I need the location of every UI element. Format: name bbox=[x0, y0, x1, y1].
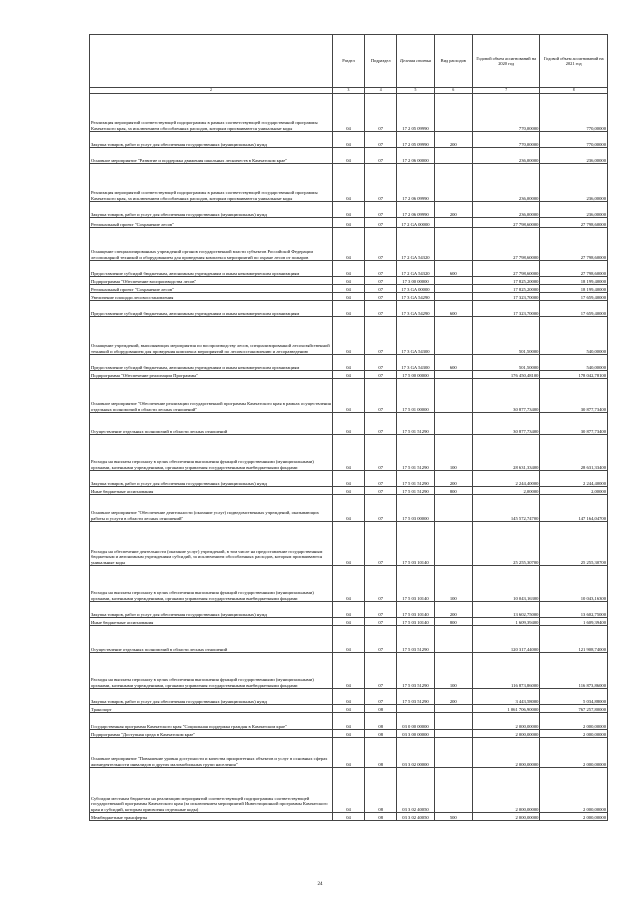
cell-section: 04 bbox=[332, 435, 364, 471]
cell-name: Предоставление субсидий бюджетным, автономным учреждениям и иным некоммерческим организациям bbox=[90, 301, 333, 317]
cell-y2021: 178 042,78100 bbox=[540, 371, 608, 379]
cell-y2020: 17 825,20000 bbox=[472, 285, 540, 293]
cell-target: 17 5 03 10140 bbox=[397, 618, 434, 626]
cell-subsection: 07 bbox=[365, 566, 397, 602]
cell-target: 17 2 06 00000 bbox=[397, 148, 434, 164]
cell-target: 17 5 01 51290 bbox=[397, 487, 434, 495]
cell-exp-type bbox=[434, 705, 472, 713]
cell-exp-type bbox=[434, 379, 472, 413]
cell-exp-type bbox=[434, 413, 472, 435]
cell-y2021: 30 877,73400 bbox=[540, 413, 608, 435]
cell-section: 04 bbox=[332, 471, 364, 487]
table-row bbox=[90, 413, 608, 435]
table-row bbox=[90, 317, 608, 355]
table-row bbox=[90, 730, 608, 738]
cell-target: 03 3 02 40050 bbox=[397, 813, 434, 821]
cell-target: 17 5 00 00000 bbox=[397, 371, 434, 379]
cell-exp-type: 600 bbox=[434, 261, 472, 277]
cell-subsection: 07 bbox=[365, 626, 397, 653]
table-row bbox=[90, 566, 608, 602]
cell-y2021: 25 255,30700 bbox=[540, 522, 608, 566]
cell-y2020: 13 602,75000 bbox=[472, 602, 540, 618]
cell-y2020: 770,00000 bbox=[472, 94, 540, 132]
cell-y2020: 145 572,74700 bbox=[472, 495, 540, 522]
cell-section: 04 bbox=[332, 132, 364, 148]
cell-target: 17 5 03 10140 bbox=[397, 566, 434, 602]
cell-subsection: 07 bbox=[365, 261, 397, 277]
cell-y2021: 2 000,00000 bbox=[540, 768, 608, 813]
cell-section: 04 bbox=[332, 293, 364, 301]
cell-name: Закупка товаров, работ и услуг для обеспечения государственных (муниципальных) нужд bbox=[90, 202, 333, 218]
table-row bbox=[90, 768, 608, 813]
cell-name: Подпрограмма "Обеспечение воспроизводства лесов" bbox=[90, 277, 333, 285]
cell-section: 04 bbox=[332, 218, 364, 228]
cell-section: 04 bbox=[332, 301, 364, 317]
header-y2021: Годовой объем ассигнований на 2021 год bbox=[540, 35, 608, 88]
cell-section: 04 bbox=[332, 148, 364, 164]
cell-subsection: 07 bbox=[365, 301, 397, 317]
cell-section: 04 bbox=[332, 285, 364, 293]
cell-y2021: 236,00000 bbox=[540, 148, 608, 164]
cell-y2021: 27 798,60000 bbox=[540, 218, 608, 228]
cell-y2020: 27 798,60000 bbox=[472, 261, 540, 277]
table-row bbox=[90, 626, 608, 653]
cell-exp-type: 800 bbox=[434, 618, 472, 626]
cell-section: 04 bbox=[332, 228, 364, 261]
cell-section: 04 bbox=[332, 371, 364, 379]
col-number: 7 bbox=[472, 88, 540, 94]
cell-name: Реализация мероприятий соответствующей подпрограммы в рамках соответствующей государственной программы Камчатского края, за исключением обособленных расходов, которым присваиваются уникальные коды bbox=[90, 164, 333, 202]
cell-name: Субсидии местным бюджетам на реализацию мероприятий соответствующей подпрограммы соответствующей государственной программы Камчатского края (за исключением мероприятий Инвестиционной программы Камчатского края и субсидий, которым присвоены отдельные коды) bbox=[90, 768, 333, 813]
cell-exp-type bbox=[434, 228, 472, 261]
cell-target: 17 3 GA 54300 bbox=[397, 317, 434, 355]
cell-target: 17 2 05 09990 bbox=[397, 94, 434, 132]
cell-subsection: 07 bbox=[365, 228, 397, 261]
cell-name: Иные бюджетные ассигнования bbox=[90, 618, 333, 626]
cell-exp-type bbox=[434, 317, 472, 355]
cell-exp-type bbox=[434, 626, 472, 653]
cell-y2021: 2 000,00000 bbox=[540, 713, 608, 730]
cell-y2021: 30 877,73400 bbox=[540, 379, 608, 413]
cell-y2021: 121 908,74000 bbox=[540, 626, 608, 653]
cell-target: 17 3 GA 54290 bbox=[397, 293, 434, 301]
cell-name: Региональный проект "Сохранение лесов" bbox=[90, 285, 333, 293]
table-row bbox=[90, 471, 608, 487]
cell-y2021: 2 244,40000 bbox=[540, 471, 608, 487]
cell-target: 17 5 03 10140 bbox=[397, 522, 434, 566]
cell-section: 04 bbox=[332, 566, 364, 602]
cell-exp-type: 100 bbox=[434, 435, 472, 471]
cell-subsection: 08 bbox=[365, 813, 397, 821]
table-row bbox=[90, 379, 608, 413]
cell-exp-type bbox=[434, 94, 472, 132]
table-row bbox=[90, 713, 608, 730]
cell-subsection: 07 bbox=[365, 495, 397, 522]
cell-name: Закупка товаров, работ и услуг для обеспечения государственных (муниципальных) нужд bbox=[90, 602, 333, 618]
cell-subsection: 07 bbox=[365, 379, 397, 413]
cell-y2021: 10 043,16300 bbox=[540, 566, 608, 602]
col-number: 4 bbox=[365, 88, 397, 94]
page-number: 24 bbox=[317, 882, 323, 887]
cell-subsection: 07 bbox=[365, 285, 397, 293]
cell-y2020: 2 000,00000 bbox=[472, 813, 540, 821]
cell-y2020: 2 000,00000 bbox=[472, 730, 540, 738]
cell-y2020: 1 061 706,90000 bbox=[472, 705, 540, 713]
cell-subsection: 07 bbox=[365, 355, 397, 371]
cell-exp-type: 200 bbox=[434, 202, 472, 218]
cell-y2021: 18 199,40000 bbox=[540, 277, 608, 285]
cell-target: 17 5 03 51290 bbox=[397, 653, 434, 689]
cell-name: Подпрограмма "Доступная среда в Камчатском крае" bbox=[90, 730, 333, 738]
cell-subsection: 07 bbox=[365, 522, 397, 566]
cell-exp-type bbox=[434, 730, 472, 738]
cell-subsection: 07 bbox=[365, 471, 397, 487]
cell-exp-type bbox=[434, 148, 472, 164]
cell-y2020: 236,00000 bbox=[472, 148, 540, 164]
cell-name: Основное мероприятие "Обеспечение деятельности (оказание услуг) подведомственных учреждений, оказывающих работы и услуги в области лесных отношений" bbox=[90, 495, 333, 522]
table-row bbox=[90, 301, 608, 317]
table-row bbox=[90, 653, 608, 689]
table-row bbox=[90, 202, 608, 218]
cell-name: Расходы на обеспечение деятельности (оказание услуг) учреждений, в том числе на предоставление государственным бюджетным и автономным учреждениям субсидий, за исключением обособленных расходов, которым присваиваются уникальные коды bbox=[90, 522, 333, 566]
table-row bbox=[90, 602, 608, 618]
cell-subsection: 08 bbox=[365, 730, 397, 738]
cell-subsection: 07 bbox=[365, 371, 397, 379]
cell-target: 03 3 02 00000 bbox=[397, 738, 434, 768]
cell-subsection: 07 bbox=[365, 277, 397, 285]
cell-y2021: 2 000,00000 bbox=[540, 738, 608, 768]
cell-exp-type: 200 bbox=[434, 602, 472, 618]
cell-y2021: 770,00000 bbox=[540, 132, 608, 148]
cell-section: 04 bbox=[332, 813, 364, 821]
table-row bbox=[90, 813, 608, 821]
cell-exp-type bbox=[434, 218, 472, 228]
cell-y2021: 1 609,39400 bbox=[540, 618, 608, 626]
cell-exp-type: 500 bbox=[434, 813, 472, 821]
cell-subsection: 07 bbox=[365, 202, 397, 218]
cell-subsection: 07 bbox=[365, 218, 397, 228]
cell-name: Государственная программа Камчатского края "Социальная поддержка граждан в Камчатском крае" bbox=[90, 713, 333, 730]
table-row bbox=[90, 705, 608, 713]
cell-subsection: 07 bbox=[365, 164, 397, 202]
cell-target: 17 2 06 09990 bbox=[397, 164, 434, 202]
cell-exp-type: 800 bbox=[434, 487, 472, 495]
cell-target: 03 3 02 40050 bbox=[397, 768, 434, 813]
cell-y2021: 17 659,40000 bbox=[540, 301, 608, 317]
cell-y2021: 147 164,04700 bbox=[540, 495, 608, 522]
cell-name: Расходы на выплаты персоналу в целях обеспечения выполнения функций государственными (муниципальными) органами, казенными учреждениями, органами управления государственными внебюджетными фондами bbox=[90, 566, 333, 602]
header-row bbox=[90, 35, 608, 88]
cell-exp-type bbox=[434, 164, 472, 202]
cell-y2021: 13 602,75000 bbox=[540, 602, 608, 618]
cell-name: Подпрограмма "Обеспечение реализации Программы" bbox=[90, 371, 333, 379]
cell-y2020: 17 825,20000 bbox=[472, 277, 540, 285]
cell-y2020: 2 244,40000 bbox=[472, 471, 540, 487]
cell-exp-type bbox=[434, 495, 472, 522]
cell-section: 04 bbox=[332, 705, 364, 713]
cell-target: 17 3 00 00000 bbox=[397, 277, 434, 285]
col-number: 8 bbox=[540, 88, 608, 94]
cell-y2020: 236,00000 bbox=[472, 202, 540, 218]
cell-y2021: 540,00000 bbox=[540, 317, 608, 355]
cell-subsection: 07 bbox=[365, 618, 397, 626]
table-body bbox=[90, 94, 608, 821]
cell-y2021: 770,00000 bbox=[540, 94, 608, 132]
col-number: 3 bbox=[332, 88, 364, 94]
cell-exp-type bbox=[434, 371, 472, 379]
cell-target: 17 5 03 51290 bbox=[397, 626, 434, 653]
table-row bbox=[90, 522, 608, 566]
cell-section: 04 bbox=[332, 768, 364, 813]
cell-y2020: 501,50000 bbox=[472, 317, 540, 355]
cell-y2020: 10 043,16300 bbox=[472, 566, 540, 602]
cell-y2020: 30 877,73400 bbox=[472, 413, 540, 435]
cell-y2021: 28 631,33400 bbox=[540, 435, 608, 471]
cell-name: Расходы на выплаты персоналу в целях обеспечения выполнения функций государственными (муниципальными) органами, казенными учреждениями, органами управления государственными внебюджетными фондами bbox=[90, 653, 333, 689]
cell-y2020: 120 317,44000 bbox=[472, 626, 540, 653]
cell-exp-type bbox=[434, 293, 472, 301]
cell-target: 17 5 01 00000 bbox=[397, 379, 434, 413]
header-section: Раздел bbox=[332, 35, 364, 88]
cell-y2020: 2,00000 bbox=[472, 487, 540, 495]
cell-subsection: 07 bbox=[365, 602, 397, 618]
cell-y2020: 770,00000 bbox=[472, 132, 540, 148]
cell-exp-type: 200 bbox=[434, 471, 472, 487]
cell-y2021: 18 199,40000 bbox=[540, 285, 608, 293]
cell-y2021: 2,00000 bbox=[540, 487, 608, 495]
cell-y2021: 2 000,00000 bbox=[540, 730, 608, 738]
cell-section: 04 bbox=[332, 413, 364, 435]
cell-name: Увеличение площади лесовосстановления bbox=[90, 293, 333, 301]
cell-y2020: 3 443,58000 bbox=[472, 689, 540, 705]
cell-exp-type bbox=[434, 768, 472, 813]
cell-name: Основное мероприятие "Повышение уровня доступности и качества приоритетных объектов и услуг в основных сферах жизнедеятельности инвалидов и других маломобильных групп населения" bbox=[90, 738, 333, 768]
cell-name: Региональный проект "Сохранение лесов" bbox=[90, 218, 333, 228]
cell-section: 04 bbox=[332, 355, 364, 371]
cell-y2020: 116 873,86000 bbox=[472, 653, 540, 689]
table-row bbox=[90, 371, 608, 379]
cell-section: 04 bbox=[332, 164, 364, 202]
cell-section: 04 bbox=[332, 379, 364, 413]
cell-y2021: 767 257,80000 bbox=[540, 705, 608, 713]
cell-target bbox=[397, 705, 434, 713]
cell-section: 04 bbox=[332, 730, 364, 738]
cell-subsection: 07 bbox=[365, 435, 397, 471]
cell-section: 04 bbox=[332, 653, 364, 689]
cell-target: 17 5 01 51290 bbox=[397, 471, 434, 487]
cell-name: Закупка товаров, работ и услуг для обеспечения государственных (муниципальных) нужд bbox=[90, 132, 333, 148]
header-subsection: Подраздел bbox=[365, 35, 397, 88]
cell-exp-type: 100 bbox=[434, 653, 472, 689]
table-row bbox=[90, 132, 608, 148]
header-target: Целевая статья bbox=[397, 35, 434, 88]
cell-exp-type bbox=[434, 277, 472, 285]
cell-subsection: 07 bbox=[365, 413, 397, 435]
cell-target: 17 5 01 51290 bbox=[397, 435, 434, 471]
cell-y2020: 27 798,60000 bbox=[472, 228, 540, 261]
table-row bbox=[90, 148, 608, 164]
cell-y2020: 27 798,60000 bbox=[472, 218, 540, 228]
cell-subsection: 08 bbox=[365, 705, 397, 713]
table-row bbox=[90, 228, 608, 261]
cell-section: 04 bbox=[332, 495, 364, 522]
table-row bbox=[90, 435, 608, 471]
table-row bbox=[90, 355, 608, 371]
cell-subsection: 07 bbox=[365, 487, 397, 495]
table-row bbox=[90, 689, 608, 705]
header-exp-type: Вид расходов bbox=[434, 35, 472, 88]
cell-name: Иные бюджетные ассигнования bbox=[90, 487, 333, 495]
cell-subsection: 08 bbox=[365, 713, 397, 730]
cell-y2020: 1 609,39400 bbox=[472, 618, 540, 626]
col-number: 6 bbox=[434, 88, 472, 94]
cell-y2020: 28 631,33400 bbox=[472, 435, 540, 471]
cell-exp-type: 200 bbox=[434, 689, 472, 705]
cell-y2020: 176 450,48100 bbox=[472, 371, 540, 379]
cell-target: 17 5 03 10140 bbox=[397, 602, 434, 618]
cell-y2020: 2 000,00000 bbox=[472, 768, 540, 813]
cell-target: 17 5 03 00000 bbox=[397, 495, 434, 522]
cell-section: 04 bbox=[332, 618, 364, 626]
table-row bbox=[90, 94, 608, 132]
cell-y2020: 236,00000 bbox=[472, 164, 540, 202]
cell-y2021: 27 798,60000 bbox=[540, 228, 608, 261]
cell-section: 04 bbox=[332, 689, 364, 705]
cell-exp-type bbox=[434, 522, 472, 566]
table-row bbox=[90, 277, 608, 285]
cell-name: Транспорт bbox=[90, 705, 333, 713]
cell-name: Межбюджетные трансферты bbox=[90, 813, 333, 821]
table-row bbox=[90, 285, 608, 293]
cell-y2020: 2 000,00000 bbox=[472, 713, 540, 730]
cell-y2021: 116 873,86000 bbox=[540, 653, 608, 689]
cell-section: 04 bbox=[332, 713, 364, 730]
cell-subsection: 07 bbox=[365, 293, 397, 301]
cell-section: 04 bbox=[332, 202, 364, 218]
cell-section: 04 bbox=[332, 487, 364, 495]
cell-name: Осуществление отдельных полномочий в области лесных отношений bbox=[90, 413, 333, 435]
cell-section: 04 bbox=[332, 602, 364, 618]
cell-subsection: 08 bbox=[365, 738, 397, 768]
cell-y2021: 17 659,40000 bbox=[540, 293, 608, 301]
cell-name: Основное мероприятие "Обеспечение реализации государственной программы Камчатского края в рамках осуществления отдельных полномочий в области лесных отношений" bbox=[90, 379, 333, 413]
cell-target: 17 5 01 51290 bbox=[397, 413, 434, 435]
cell-y2021: 236,00000 bbox=[540, 202, 608, 218]
cell-name: Реализация мероприятий соответствующей подпрограммы в рамках соответствующей государственной программы Камчатского края, за исключением обособленных расходов, которым присваиваются уникальные коды bbox=[90, 94, 333, 132]
cell-subsection: 08 bbox=[365, 768, 397, 813]
cell-section: 04 bbox=[332, 277, 364, 285]
cell-name: Закупка товаров, работ и услуг для обеспечения государственных (муниципальных) нужд bbox=[90, 689, 333, 705]
cell-exp-type: 600 bbox=[434, 301, 472, 317]
budget-table bbox=[89, 34, 608, 821]
cell-name: Основное мероприятие "Развитие и поддержка движения школьных лесничеств в Камчатском крае" bbox=[90, 148, 333, 164]
cell-name: Предоставление субсидий бюджетным, автономным учреждениям и иным некоммерческим организациям bbox=[90, 261, 333, 277]
cell-y2020: 17 323,70000 bbox=[472, 301, 540, 317]
cell-target: 17 2 05 09990 bbox=[397, 132, 434, 148]
table-row bbox=[90, 487, 608, 495]
cell-subsection: 07 bbox=[365, 653, 397, 689]
cell-exp-type bbox=[434, 285, 472, 293]
cell-target: 17 2 GA 54320 bbox=[397, 228, 434, 261]
cell-subsection: 07 bbox=[365, 317, 397, 355]
table-row bbox=[90, 164, 608, 202]
header-name bbox=[90, 35, 333, 88]
table-row bbox=[90, 293, 608, 301]
table-row bbox=[90, 618, 608, 626]
cell-target: 17 3 GA 54290 bbox=[397, 301, 434, 317]
cell-target: 17 5 03 51290 bbox=[397, 689, 434, 705]
cell-exp-type: 100 bbox=[434, 566, 472, 602]
cell-y2020: 17 323,70000 bbox=[472, 293, 540, 301]
cell-y2021: 5 034,88000 bbox=[540, 689, 608, 705]
cell-subsection: 07 bbox=[365, 148, 397, 164]
col-number: 2 bbox=[90, 88, 333, 94]
col-number: 5 bbox=[397, 88, 434, 94]
cell-name: Оснащение специализированных учреждений органов государственной власти субъектов Российской Федерации лесопожарной техникой и оборудованием для проведения комплекса мероприятий по охране лесов от пожаров bbox=[90, 228, 333, 261]
cell-subsection: 07 bbox=[365, 689, 397, 705]
cell-section: 04 bbox=[332, 738, 364, 768]
cell-y2020: 501,50000 bbox=[472, 355, 540, 371]
cell-name: Оснащение учреждений, выполняющих мероприятия по воспроизводству лесов, специализированной лесохозяйственной техникой и оборудованием для проведения комплекса мероприятий по лесовосстановлению и лесоразведению bbox=[90, 317, 333, 355]
header-y2020: Годовой объем ассигнований на 2020 год bbox=[472, 35, 540, 88]
table-row bbox=[90, 218, 608, 228]
cell-section: 04 bbox=[332, 317, 364, 355]
cell-name: Предоставление субсидий бюджетным, автономным учреждениям и иным некоммерческим организациям bbox=[90, 355, 333, 371]
cell-subsection: 07 bbox=[365, 94, 397, 132]
cell-target: 03 3 00 00000 bbox=[397, 730, 434, 738]
cell-exp-type: 200 bbox=[434, 132, 472, 148]
cell-target: 17 3 GA 00000 bbox=[397, 285, 434, 293]
cell-target: 17 2 GA 54320 bbox=[397, 261, 434, 277]
cell-y2020: 2 000,00000 bbox=[472, 738, 540, 768]
cell-target: 17 2 GA 00000 bbox=[397, 218, 434, 228]
cell-section: 04 bbox=[332, 94, 364, 132]
table-row bbox=[90, 261, 608, 277]
cell-section: 04 bbox=[332, 261, 364, 277]
cell-y2020: 25 255,30700 bbox=[472, 522, 540, 566]
cell-name: Расходы на выплаты персоналу в целях обеспечения выполнения функций государственными (муниципальными) органами, казенными учреждениями, органами управления государственными внебюджетными фондами bbox=[90, 435, 333, 471]
cell-target: 17 3 GA 54300 bbox=[397, 355, 434, 371]
cell-section: 04 bbox=[332, 626, 364, 653]
cell-y2021: 236,00000 bbox=[540, 164, 608, 202]
cell-y2021: 2 000,00000 bbox=[540, 813, 608, 821]
table-row bbox=[90, 495, 608, 522]
cell-target: 17 2 06 09990 bbox=[397, 202, 434, 218]
cell-y2020: 30 877,73400 bbox=[472, 379, 540, 413]
cell-name: Осуществление отдельных полномочий в области лесных отношений bbox=[90, 626, 333, 653]
table-row bbox=[90, 738, 608, 768]
cell-name: Закупка товаров, работ и услуг для обеспечения государственных (муниципальных) нужд bbox=[90, 471, 333, 487]
cell-exp-type bbox=[434, 713, 472, 730]
cell-y2021: 540,00000 bbox=[540, 355, 608, 371]
cell-section: 04 bbox=[332, 522, 364, 566]
cell-exp-type bbox=[434, 738, 472, 768]
cell-target: 03 0 00 00000 bbox=[397, 713, 434, 730]
cell-exp-type: 600 bbox=[434, 355, 472, 371]
cell-subsection: 07 bbox=[365, 132, 397, 148]
cell-y2021: 27 798,60000 bbox=[540, 261, 608, 277]
